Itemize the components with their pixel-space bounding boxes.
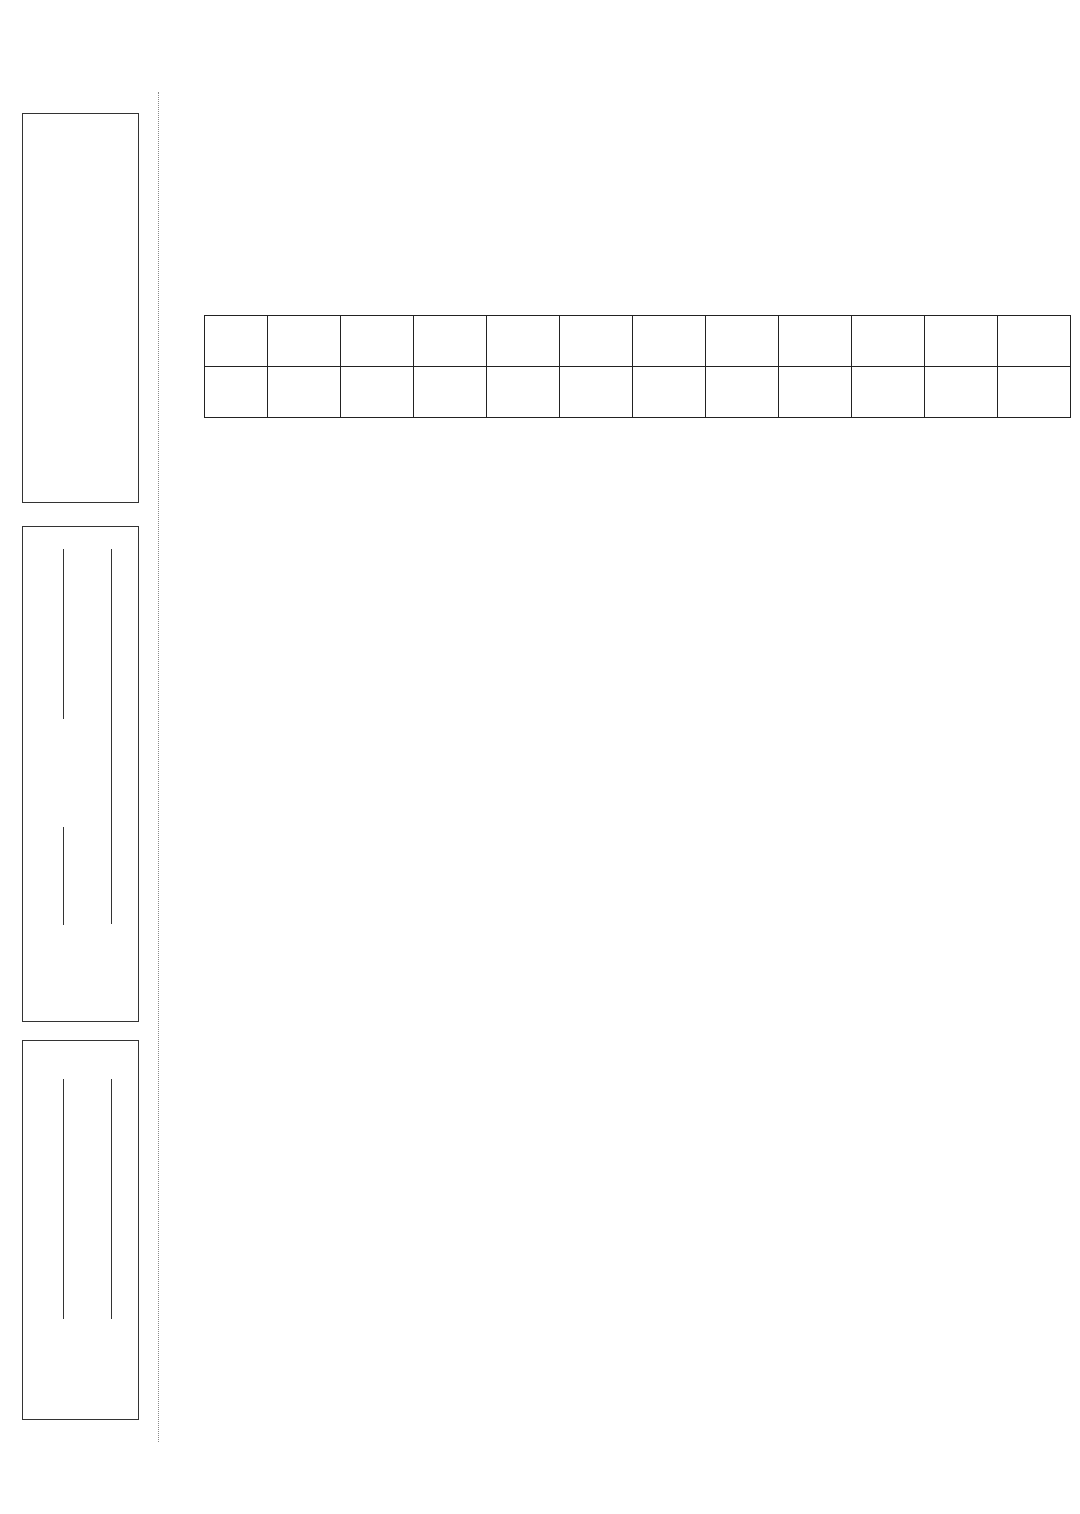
question-number-label	[205, 316, 268, 367]
grade-class-name-box	[22, 526, 139, 1022]
school-line[interactable]	[63, 1079, 64, 1319]
col-11	[998, 316, 1071, 367]
score-cell-7[interactable]	[706, 367, 779, 418]
score-cell-3[interactable]	[414, 367, 487, 418]
class-line[interactable]	[63, 549, 64, 719]
col-5	[560, 316, 633, 367]
tips-box	[22, 113, 139, 503]
grade-line[interactable]	[63, 827, 64, 925]
col-6	[633, 316, 706, 367]
score-table	[204, 315, 1071, 418]
score-cell-5[interactable]	[560, 367, 633, 418]
col-7	[706, 316, 779, 367]
score-cell-1[interactable]	[268, 367, 341, 418]
score-cell-10[interactable]	[925, 367, 998, 418]
col-9	[852, 316, 925, 367]
seal-line	[158, 92, 159, 1442]
student-id-line[interactable]	[111, 1079, 112, 1319]
score-table-header-row	[205, 316, 1071, 367]
col-4	[487, 316, 560, 367]
col-2	[341, 316, 414, 367]
score-label	[205, 367, 268, 418]
name-line[interactable]	[111, 549, 112, 924]
col-10	[925, 316, 998, 367]
score-cell-11[interactable]	[998, 367, 1071, 418]
exam-info	[0, 208, 1080, 232]
col-3	[414, 316, 487, 367]
score-cell-2[interactable]	[341, 367, 414, 418]
score-cell-9[interactable]	[852, 367, 925, 418]
school-id-box	[22, 1040, 139, 1420]
col-8	[779, 316, 852, 367]
score-cell-8[interactable]	[779, 367, 852, 418]
score-cell-6[interactable]	[633, 367, 706, 418]
score-table-score-row	[205, 367, 1071, 418]
col-1	[268, 316, 341, 367]
score-cell-4[interactable]	[487, 367, 560, 418]
